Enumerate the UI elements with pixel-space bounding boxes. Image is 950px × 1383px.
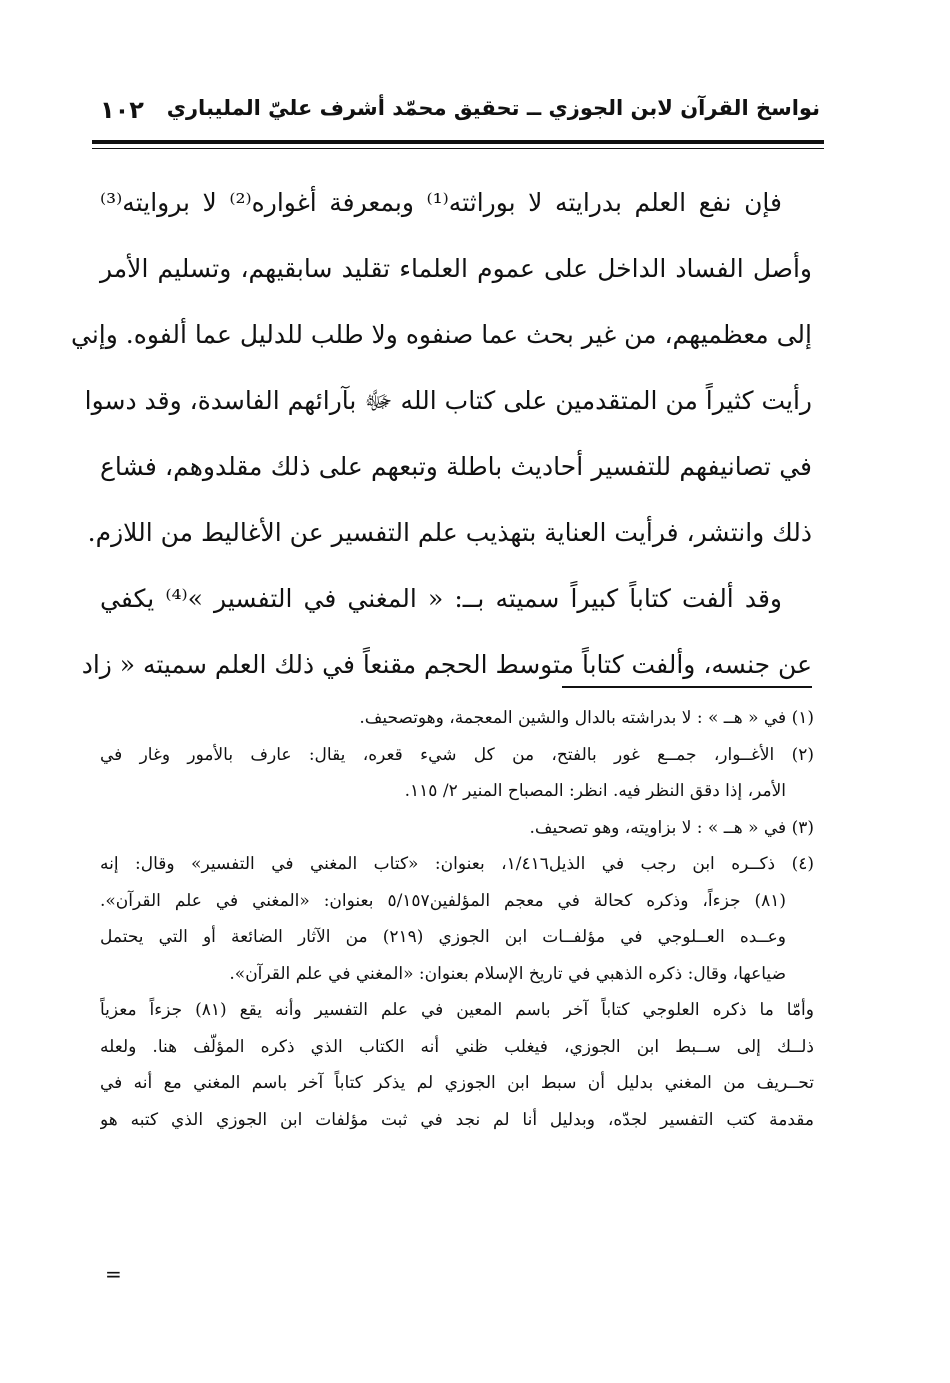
main-text bbox=[71, 170, 812, 698]
footnote-line: ذلــك إلى ســبط ابن الجوزي، فيغلب ظني أنه الكتاب الذي ذكره المؤلّف هنا. ولعله bbox=[100, 1036, 814, 1057]
footnote-line: وعــده العــلوجي في مؤلفــات ابن الجوزي (٢١٩) من الآثار الضائعة أو التي يحتمل bbox=[100, 927, 786, 947]
footnote-line: ضياعها، وقال: ذكره الذهبي في تاريخ الإسلام بعنوان: «المغني في علم القرآن». bbox=[229, 963, 786, 984]
main-text-line: في تصانيفهم للتفسير أحاديث باطلة وتبعهم على ذلك مقلدوهم، فشاع bbox=[100, 452, 812, 481]
footnote-line: وأمّا ما ذكره العلوجي كتاباً آخر باسم المعين في علم التفسير وأنه يقع (٨١) جزءاً معزياً bbox=[100, 1000, 814, 1020]
main-text-line: إلى معظميهم، من غير بحث عما صنفوه ولا طلب للدليل عما ألفوه. وإني bbox=[71, 320, 812, 349]
footnote-line: (٢) الأغــوار، جمــع غور بالفتح، من كل شيء قعره، يقال: عارف بالأمور وغار في bbox=[100, 744, 814, 765]
main-text-line: وأصل الفساد الداخل على عموم العلماء تقليد سابقيهم، وتسليم الأمر bbox=[100, 254, 812, 283]
footnote-line: (١) في « هــ » : لا بدراشته بالدال والشين المعجمة، وهوتصحيف. bbox=[359, 708, 814, 728]
page-number: ١٠٢ bbox=[100, 96, 144, 124]
running-header bbox=[100, 96, 820, 138]
footnote-line: (٣) في « هــ » : لا بزاويته، وهو تصحيف. bbox=[529, 817, 814, 838]
footnote-line: (٨١) جزءاً، وذكره كحالة في معجم المؤلفين٥/١٥٧ بعنوان: «المغني في علم القرآن». bbox=[100, 890, 786, 911]
header-rule-thin bbox=[92, 148, 824, 149]
main-text-line: رأيت كثيراً من المتقدمين على كتاب الله ﷻ بآرائهم الفاسدة، وقد دسوا bbox=[84, 386, 812, 415]
footnote-line: تحــريف من المغني بدليل أن سبط ابن الجوزي لم يذكر كتاباً آخر باسم المغني مع أنه في bbox=[100, 1073, 814, 1093]
footnote-line: مقدمة كتب التفسير لجدّه، وبدليل أنا لم نجد في ثبت مؤلفات ابن الجوزي الذي كتبه هو bbox=[100, 1109, 814, 1130]
main-text-line: عن جنسه، وألفت كتاباً متوسط الحجم مقنعاً في ذلك العلم سميته « زاد bbox=[81, 650, 812, 679]
footnote-line: الأمر، إذا دقق النظر فيه. انظر: المصباح المنير ٢/ ١١٥. bbox=[404, 781, 786, 801]
header-rule-thick bbox=[92, 140, 824, 144]
footnote-line: (٤) ذكــره ابن رجب في الذيل١/٤١٦، بعنوان: «كتاب المغني في التفسير» وقال: إنه bbox=[100, 854, 814, 874]
continuation-mark: = bbox=[105, 1262, 122, 1286]
footnotes bbox=[100, 700, 814, 1138]
footnote-separator bbox=[562, 686, 812, 688]
main-text-line: فإن نفع العلم بدرايته لا بوراثته⁽¹⁾ وبمعرفة أغواره⁽²⁾ لا بروايته⁽³⁾ bbox=[100, 188, 782, 217]
main-text-line: وقد ألفت كتاباً كبيراً سميته بــ: « المغني في التفسير »⁽⁴⁾ يكفي bbox=[100, 584, 782, 613]
main-text-line: ذلك وانتشر، فرأيت العناية بتهذيب علم التفسير عن الأغاليط من اللازم. bbox=[87, 518, 812, 547]
running-title: نواسخ القرآن لابن الجوزي ــ تحقيق محمّد أشرف عليّ المليباري bbox=[166, 96, 820, 120]
